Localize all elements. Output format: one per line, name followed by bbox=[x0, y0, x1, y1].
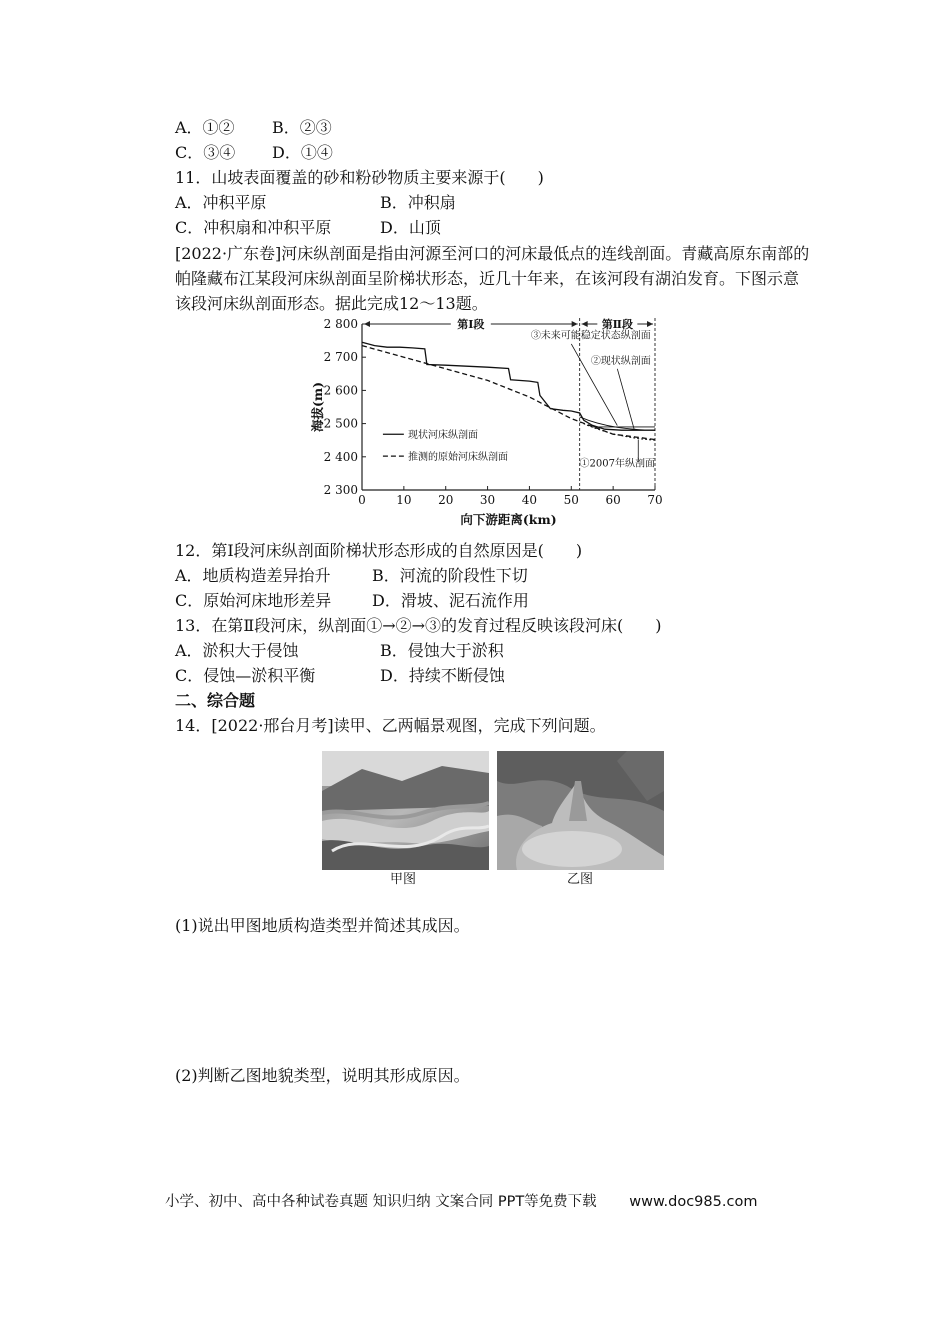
legend-label-current: 现状河床纵剖面 bbox=[408, 430, 479, 442]
y-tick-label: 2 300 bbox=[323, 483, 358, 497]
y-tick-label: 2 700 bbox=[323, 350, 358, 365]
x-tick-label: 40 bbox=[521, 493, 538, 507]
q13-option-d: D．持续不断侵蚀 bbox=[380, 666, 505, 685]
q11-option-c: C．冲积扇和冲积平原 bbox=[175, 218, 332, 237]
annotation-2007: ①2007年纵剖面 bbox=[579, 458, 655, 470]
legend-label-original: 推测的原始河床纵剖面 bbox=[408, 452, 509, 464]
x-tick-label: 30 bbox=[479, 493, 496, 507]
section-arrowhead bbox=[364, 321, 370, 327]
reading-passage: [2022·广东卷]河床纵剖面是指由河源至河口的河床最低点的连线剖面。青藏高原东南部的帕隆藏布江某段河床纵剖面呈阶梯状形态，近几十年来，在该河段有湖泊发育。下图示意该段河床纵剖面形态。据此完成12～13题。 bbox=[175, 244, 810, 313]
y-tick-label: 2 400 bbox=[323, 449, 358, 464]
q12-option-a: A．地质构造差异抬升 bbox=[175, 566, 331, 585]
y-tick-label: 2 600 bbox=[323, 383, 358, 398]
q10-option-b: B．②③ bbox=[272, 118, 332, 137]
q13-stem: 13．在第Ⅱ段河床，纵剖面①→②→③的发育过程反映该段河床( ) bbox=[175, 616, 662, 635]
q11-option-b: B．冲积扇 bbox=[380, 193, 456, 212]
annotation-leader bbox=[617, 369, 634, 429]
x-tick-label: 70 bbox=[647, 493, 663, 507]
section-label: 第Ⅱ段 bbox=[601, 318, 633, 331]
annotation-stable: ③未来可能稳定状态纵剖面 bbox=[530, 330, 651, 342]
q12-option-c: C．原始河床地形差异 bbox=[175, 591, 332, 610]
footer-text: 小学、初中、高中各种试卷真题 知识归纳 文案合同 PPT等免费下载 bbox=[165, 1194, 597, 1210]
q13-option-c: C．侵蚀—淤积平衡 bbox=[175, 666, 316, 685]
section-arrowhead bbox=[572, 321, 578, 327]
q14-sub2: (2)判断乙图地貌类型，说明其形成原因。 bbox=[175, 1066, 470, 1085]
section-label: 第Ⅰ段 bbox=[457, 318, 485, 331]
x-tick-label: 50 bbox=[563, 493, 579, 507]
x-axis-label: 向下游距离(km) bbox=[460, 512, 557, 527]
photo-caption-yi: 乙图 bbox=[567, 872, 594, 887]
q13-option-a: A．淤积大于侵蚀 bbox=[175, 641, 299, 660]
q12-option-b: B．河流的阶段性下切 bbox=[372, 566, 528, 585]
footer-url[interactable]: www.doc985.com bbox=[629, 1194, 758, 1210]
q14-stem: 14．[2022·邢台月考]读甲、乙两幅景观图，完成下列问题。 bbox=[175, 716, 606, 735]
landscape-photo-yi bbox=[497, 751, 664, 870]
profile-current bbox=[580, 417, 655, 430]
q12-option-d: D．滑坡、泥石流作用 bbox=[372, 591, 529, 610]
x-tick-label: 20 bbox=[438, 493, 454, 507]
q13-option-b: B．侵蚀大于淤积 bbox=[380, 641, 504, 660]
q11-option-a: A．冲积平原 bbox=[175, 193, 267, 212]
river-profile-chart bbox=[300, 312, 680, 530]
q11-stem: 11．山坡表面覆盖的砂和粉砂物质主要来源于( ) bbox=[175, 168, 544, 187]
annotation-current: ②现状纵剖面 bbox=[590, 355, 651, 367]
x-tick-label: 60 bbox=[605, 493, 621, 507]
q10-option-c: C．③④ bbox=[175, 143, 236, 162]
photo-caption-jia: 甲图 bbox=[390, 872, 417, 887]
q10-option-a: A．①② bbox=[175, 118, 235, 137]
q11-option-d: D．山顶 bbox=[380, 218, 441, 237]
q10-option-d: D．①④ bbox=[272, 143, 333, 162]
q12-stem: 12．第Ⅰ段河床纵剖面阶梯状形态形成的自然原因是( ) bbox=[175, 541, 583, 560]
section-heading: 二、综合题 bbox=[175, 691, 256, 710]
y-tick-label: 2 800 bbox=[323, 317, 358, 331]
landscape-photo-jia bbox=[322, 751, 489, 870]
footer bbox=[165, 1192, 757, 1212]
section-arrowhead bbox=[582, 321, 588, 327]
section-arrowhead bbox=[647, 321, 653, 327]
q14-sub1: (1)说出甲图地质构造类型并简述其成因。 bbox=[175, 916, 470, 935]
x-tick-label: 10 bbox=[396, 493, 412, 507]
x-tick-label: 0 bbox=[358, 493, 366, 507]
y-tick-label: 2 500 bbox=[323, 416, 358, 431]
y-axis-label: 海拔(m) bbox=[310, 381, 325, 433]
